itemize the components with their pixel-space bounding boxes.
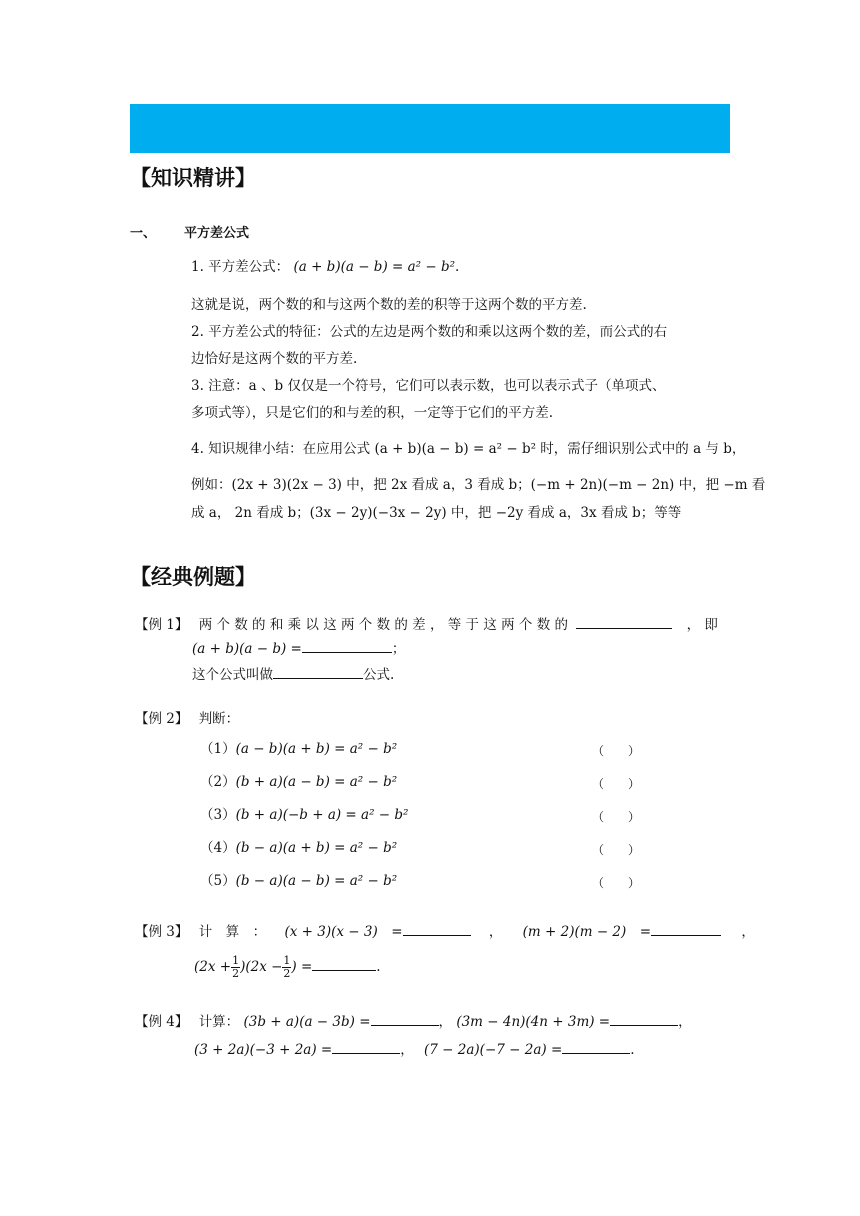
item-formula: (b + a)(−b + a) = a² − b² xyxy=(235,807,409,823)
knowledge-line-3: 2. 平方差公式的特征：公式的左边是两个数的和乘以这两个数的差，而公式的右 xyxy=(191,324,668,340)
example-2-header xyxy=(135,710,239,728)
example-label: 【例 3】 xyxy=(135,924,189,940)
example-3-line-2 xyxy=(194,955,381,980)
answer-blank[interactable] xyxy=(332,1039,400,1054)
answer-blank[interactable] xyxy=(651,921,721,936)
item-number: （3） xyxy=(200,807,236,823)
example-1-question: 两 个 数 的 和 乘 以 这 两 个 数 的 差 ， 等 于 这 两 个 数 的 xyxy=(198,617,569,633)
item-formula: (b − a)(a − b) = a² − b² xyxy=(235,873,398,889)
topic-heading xyxy=(130,222,249,241)
example-3-calc: 计 算 ： xyxy=(198,924,267,940)
example-4-line-2 xyxy=(194,1039,635,1059)
formula-text: (a + b)(a − b) = a² − b². xyxy=(293,259,460,275)
answer-blank[interactable] xyxy=(273,664,363,679)
topic-number: 一、 xyxy=(130,226,157,241)
formula-text: (2x + xyxy=(194,959,232,975)
punctuation: ， xyxy=(678,1014,692,1030)
formula-text: (3b + a)(a − 3b) = xyxy=(243,1014,371,1030)
example-1-text: 这个公式叫做 xyxy=(192,667,273,683)
example-label: 【例 4】 xyxy=(135,1014,189,1030)
item-formula: (b + a)(a − b) = a² − b² xyxy=(235,774,398,790)
answer-blank[interactable] xyxy=(562,1039,630,1054)
section-title-knowledge: 【知识精讲】 xyxy=(130,166,256,190)
formula-label: 1. 平方差公式： xyxy=(191,259,290,275)
header-banner xyxy=(130,104,730,153)
example-1-line-1 xyxy=(135,614,718,634)
formula-text: )(2x − xyxy=(240,959,283,975)
knowledge-line-5: 3. 注意：a 、b 仅仅是一个符号，它们可以表示数，也可以表示式子（单项式、 xyxy=(191,378,666,394)
punctuation: ， xyxy=(400,1042,414,1058)
judge-item xyxy=(200,869,397,889)
fraction-numerator: 1 xyxy=(283,954,291,967)
item-number: （2） xyxy=(200,774,236,790)
fraction xyxy=(231,955,240,980)
knowledge-line-2: 这就是说，两个数的和与这两个数的差的积等于这两个数的平方差. xyxy=(191,297,587,313)
punctuation: ； xyxy=(391,641,406,657)
item-formula: (b − a)(a + b) = a² − b² xyxy=(235,840,398,856)
answer-blank[interactable] xyxy=(371,1011,439,1026)
punctuation: ， xyxy=(488,924,503,940)
example-1-line-3 xyxy=(192,664,394,684)
formula-text: (x + 3)(x − 3) = xyxy=(284,924,403,940)
item-number: （4） xyxy=(200,840,236,856)
formula-text: ) = xyxy=(291,959,313,975)
answer-blank[interactable] xyxy=(302,638,392,653)
answer-blank[interactable] xyxy=(403,921,471,936)
example-3-line-1 xyxy=(135,921,755,941)
answer-blank[interactable] xyxy=(610,1011,678,1026)
judge-answer[interactable]: （ ） xyxy=(592,810,641,824)
item-number: （1） xyxy=(200,741,236,757)
item-formula: (a − b)(a + b) = a² − b² xyxy=(235,741,398,757)
answer-blank[interactable] xyxy=(576,614,672,629)
judge-answer[interactable]: （ ） xyxy=(592,843,641,857)
formula-text: (7 − 2a)(−7 − 2a) = xyxy=(424,1042,563,1058)
item-number: （5） xyxy=(200,873,236,889)
example-1-tail: ， 即 xyxy=(686,617,718,633)
judge-item xyxy=(200,836,397,856)
example-4-line-1 xyxy=(135,1011,692,1031)
judge-item xyxy=(200,737,397,757)
answer-blank[interactable] xyxy=(312,956,376,971)
judge-item xyxy=(200,770,397,790)
formula-text: (a + b)(a − b) = xyxy=(192,641,302,657)
section-title-examples: 【经典例题】 xyxy=(130,565,256,589)
punctuation: ， xyxy=(741,924,755,940)
judge-answer[interactable]: （ ） xyxy=(592,777,641,791)
fraction-denominator: 2 xyxy=(232,967,240,980)
knowledge-line-6: 多项式等），只是它们的和与差的积，一定等于它们的平方差. xyxy=(191,405,554,421)
punctuation: ， xyxy=(438,1014,453,1030)
example-1-line-2 xyxy=(192,638,405,658)
topic-title: 平方差公式 xyxy=(184,226,250,241)
judge-item xyxy=(200,803,408,823)
example-label: 【例 1】 xyxy=(135,617,189,633)
example-label: 【例 2】 xyxy=(135,711,189,727)
judge-answer[interactable]: （ ） xyxy=(592,876,641,890)
formula-text: (3m − 4n)(4n + 3m) = xyxy=(456,1014,611,1030)
knowledge-line-8: 例如：(2x + 3)(2x − 3) 中，把 2x 看成 a，3 看成 b；(−m + 2n)(−m − 2n) 中，把 −m 看 xyxy=(191,477,766,493)
knowledge-line-7: 4. 知识规律小结：在应用公式 (a + b)(a − b) = a² − b² 时，需仔细识别公式中的 a 与 b， xyxy=(191,441,746,457)
example-1-text-end: 公式. xyxy=(363,667,395,683)
fraction-numerator: 1 xyxy=(232,954,240,967)
example-2-intro: 判断： xyxy=(198,711,240,727)
knowledge-line-4: 边恰好是这两个数的平方差. xyxy=(191,351,358,367)
judge-answer[interactable]: （ ） xyxy=(592,744,641,758)
fraction-denominator: 2 xyxy=(283,967,291,980)
punctuation: . xyxy=(376,959,381,975)
knowledge-line-9: 成 a， 2n 看成 b；(3x − 2y)(−3x − 2y) 中，把 −2y 看成 a，3x 看成 b；等等 xyxy=(191,505,682,521)
example-4-calc: 计算： xyxy=(198,1014,240,1030)
formula-text: (m + 2)(m − 2) = xyxy=(522,924,652,940)
punctuation: . xyxy=(630,1042,635,1058)
formula-text: (3 + 2a)(−3 + 2a) = xyxy=(194,1042,333,1058)
knowledge-line-1 xyxy=(191,258,459,276)
